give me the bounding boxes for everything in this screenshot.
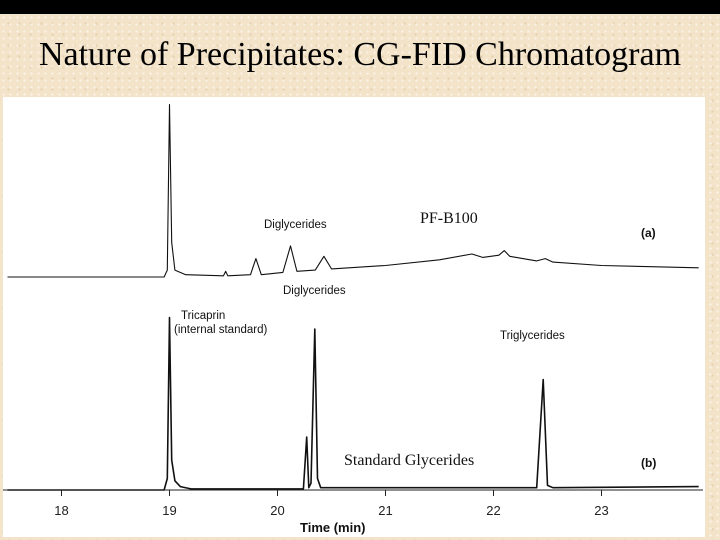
annotation-trace-b: (b) bbox=[641, 456, 657, 470]
x-tick-label: 22 bbox=[486, 503, 501, 518]
annotation-trace-a: (a) bbox=[641, 226, 656, 240]
annotation-diglycerides-a: Diglycerides bbox=[264, 219, 327, 231]
x-axis-label: Time (min) bbox=[300, 520, 366, 535]
annotation-sample-label: PF-B100 bbox=[420, 210, 478, 227]
x-tick-label: 19 bbox=[162, 503, 177, 518]
annotation-triglycerides: Triglycerides bbox=[500, 330, 565, 342]
x-tick-label: 18 bbox=[54, 503, 69, 518]
x-tick-label: 23 bbox=[594, 503, 609, 518]
top-black-bar bbox=[0, 0, 720, 14]
chromatogram-chart bbox=[3, 97, 705, 537]
annotation-internal-standard: (internal standard) bbox=[174, 324, 268, 336]
slide-title: Nature of Precipitates: CG-FID Chromatogram bbox=[38, 36, 682, 73]
chromatogram-panel bbox=[3, 97, 705, 537]
x-tick-label: 21 bbox=[378, 503, 393, 518]
x-tick-label: 20 bbox=[270, 503, 285, 518]
series-line-a bbox=[8, 105, 699, 278]
annotation-tricaprin: Tricaprin bbox=[181, 310, 226, 322]
trace-group bbox=[8, 105, 699, 491]
annotation-diglycerides-b: Diglycerides bbox=[283, 285, 346, 297]
tick-group bbox=[54, 490, 608, 518]
annotation-standard-label: Standard Glycerides bbox=[344, 452, 475, 469]
